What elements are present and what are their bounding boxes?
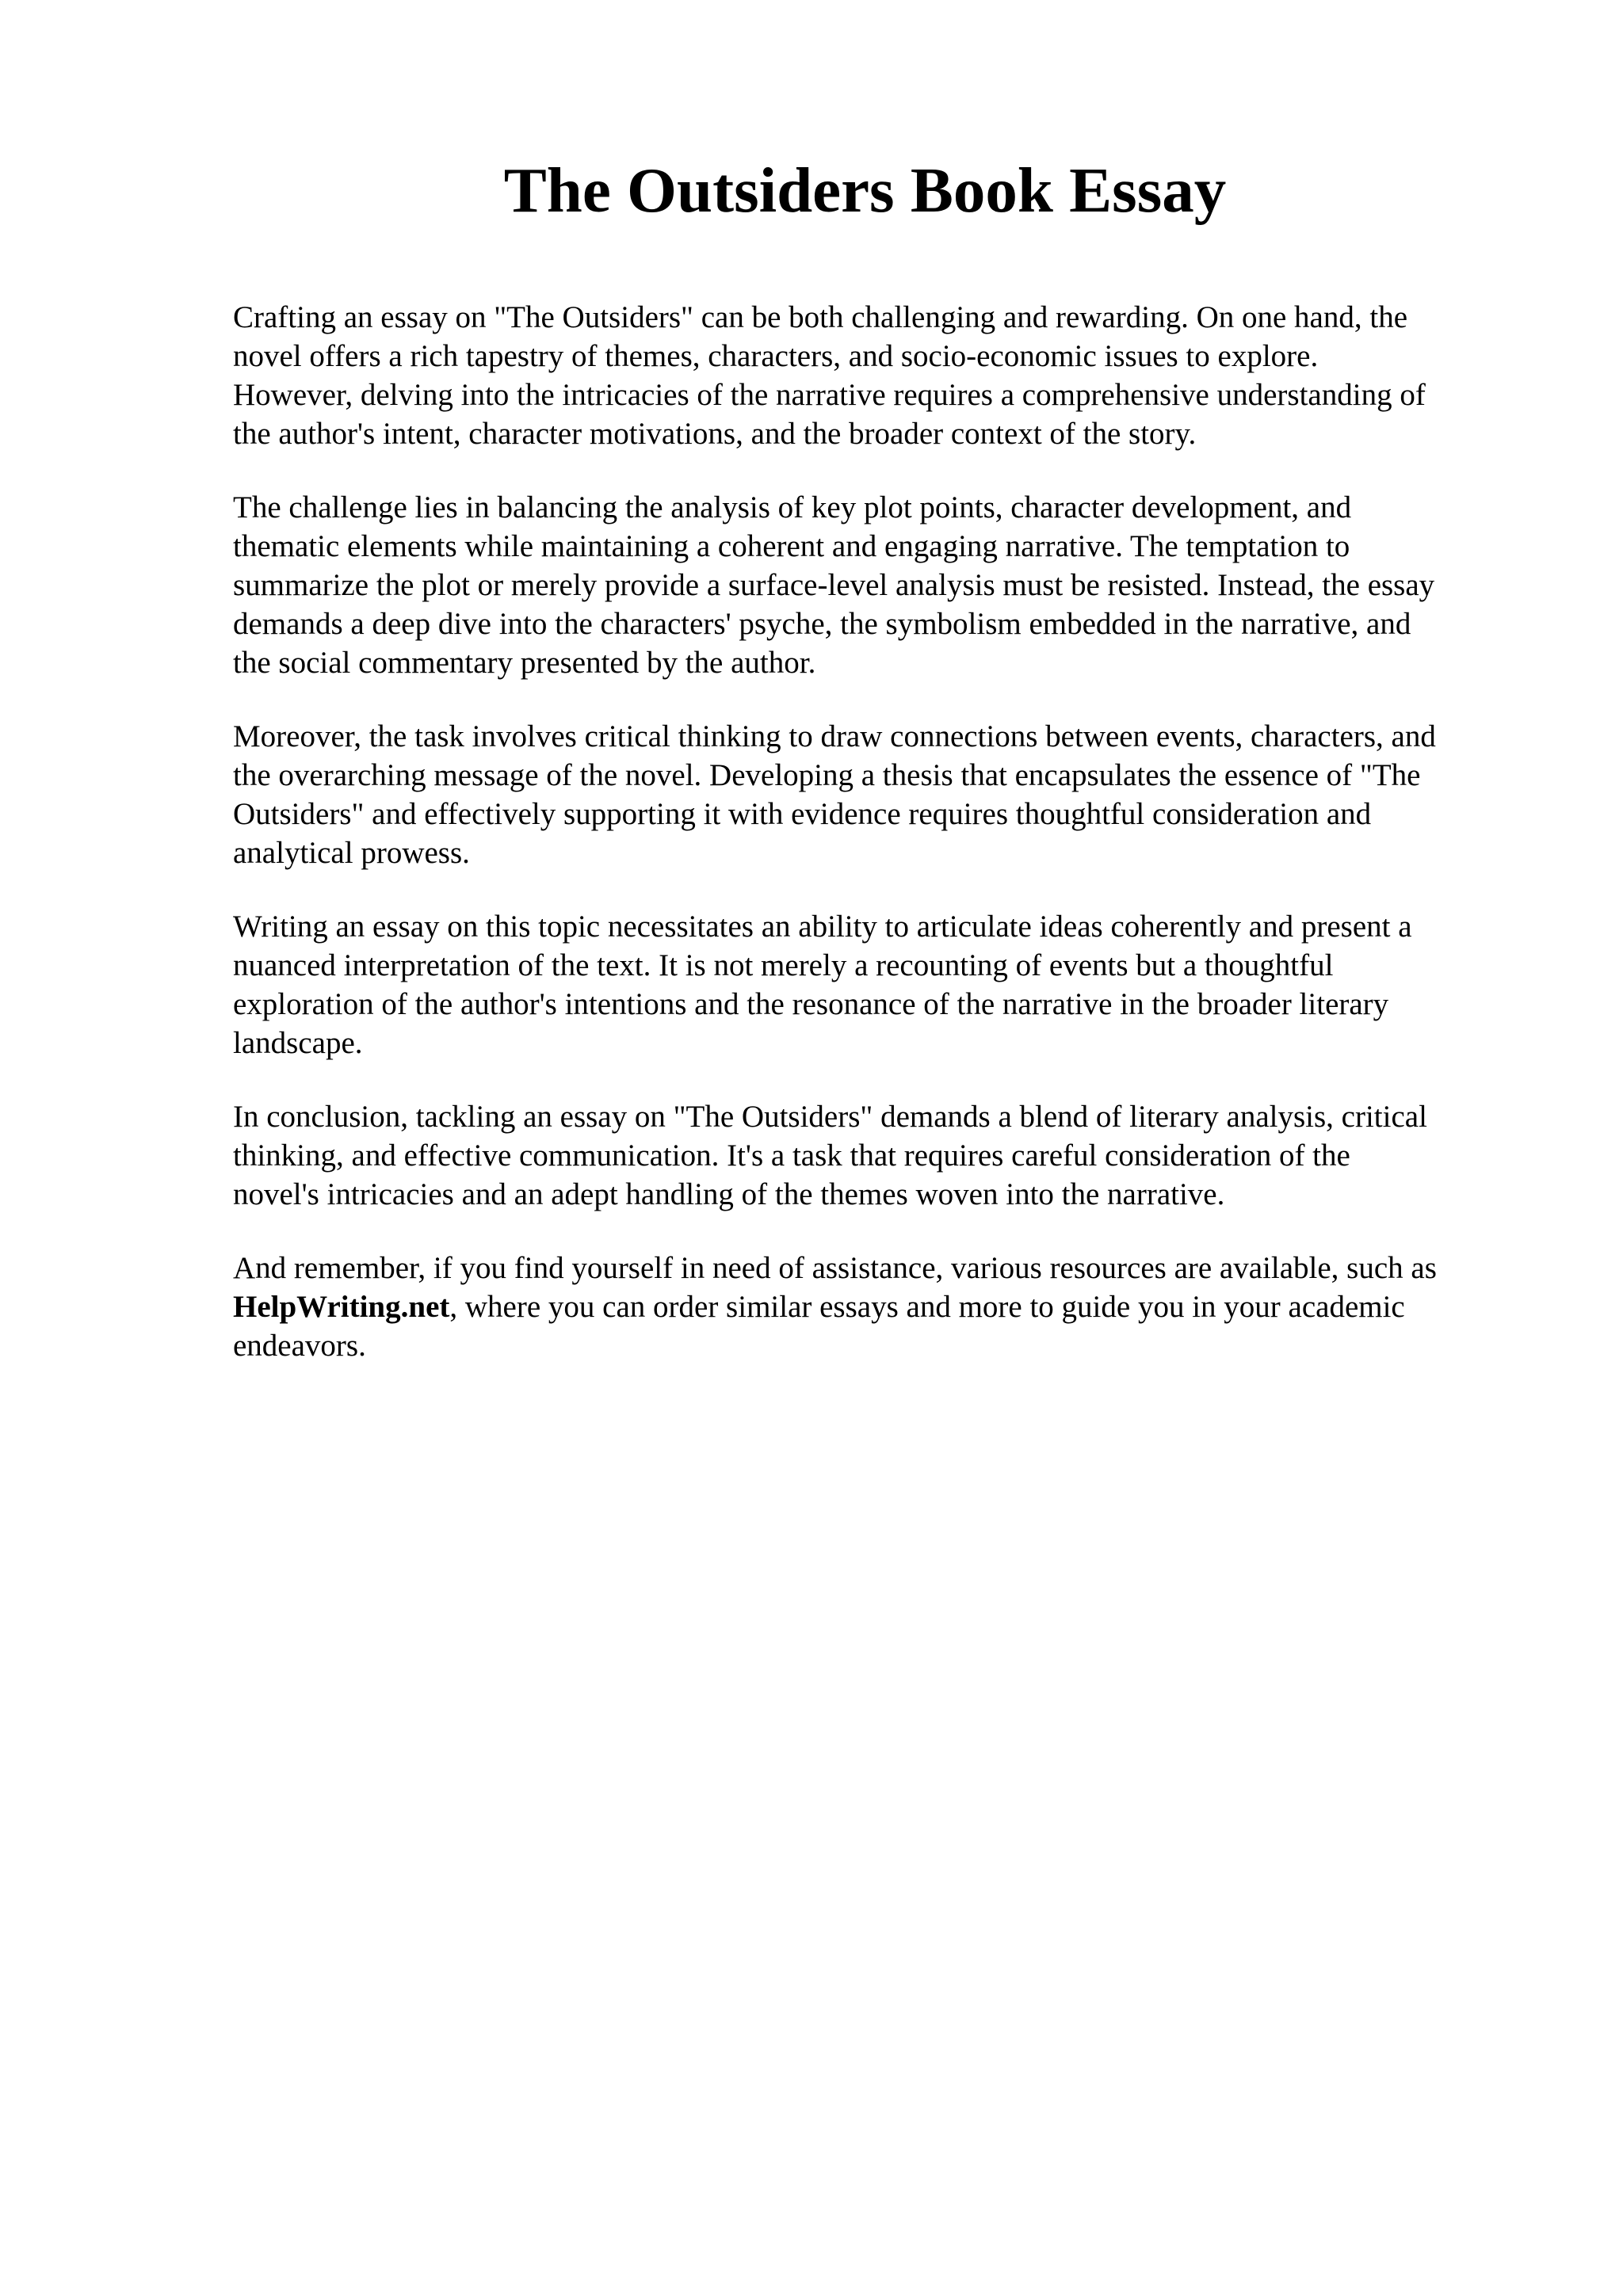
paragraph-writing (233, 907, 1533, 1062)
paragraph-line: demands a deep dive into the characters' psyche, the symbolism embedded in the narrative, and (233, 607, 1411, 641)
paragraph-line: landscape. (233, 1026, 363, 1060)
closing-text: , where you can order similar essays and more to guide you in your academic (449, 1290, 1405, 1324)
paragraph-line: analytical prowess. (233, 836, 470, 870)
paragraph-critical-thinking (233, 717, 1533, 872)
helpwriting-link[interactable]: HelpWriting.net (233, 1290, 450, 1324)
paragraph-line: the social commentary presented by the author. (233, 646, 816, 680)
paragraph-line: Writing an essay on this topic necessitates an ability to articulate ideas coherently and present a (233, 910, 1412, 944)
paragraph-line: exploration of the author's intentions and the resonance of the narrative in the broader literary (233, 987, 1389, 1021)
paragraph-line: thinking, and effective communication. It's a task that requires careful consideration of the (233, 1138, 1350, 1173)
paragraph-intro (233, 298, 1533, 453)
paragraph-line: the overarching message of the novel. Developing a thesis that encapsulates the essence of "The (233, 758, 1421, 792)
paragraph-closing (233, 1249, 1533, 1365)
paragraph-line: Moreover, the task involves critical thinking to draw connections between events, characters, and (233, 719, 1436, 753)
paragraph-line: endeavors. (233, 1329, 366, 1363)
paragraph-line: However, delving into the intricacies of the narrative requires a comprehensive understanding of (233, 378, 1426, 412)
paragraph-line: novel offers a rich tapestry of themes, characters, and socio-economic issues to explore. (233, 339, 1319, 373)
paragraph-challenge (233, 488, 1533, 682)
paragraph-line: thematic elements while maintaining a coherent and engaging narrative. The temptation to (233, 529, 1350, 563)
paragraph-line: novel's intricacies and an adept handling of the themes woven into the narrative. (233, 1177, 1225, 1211)
paragraph-line: And remember, if you find yourself in need of assistance, various resources are available, such as (233, 1251, 1437, 1285)
paragraph-line: Outsiders" and effectively supporting it with evidence requires thoughtful consideration and (233, 797, 1372, 831)
paragraph-line: the author's intent, character motivations, and the broader context of the story. (233, 417, 1197, 451)
paragraph-line: The challenge lies in balancing the analysis of key plot points, character development, and (233, 490, 1352, 524)
essay-body (233, 298, 1533, 1400)
paragraph-line (233, 1287, 1533, 1326)
paragraph-conclusion (233, 1097, 1533, 1214)
document-title: The Outsiders Book Essay (503, 154, 1227, 226)
paragraph-line: nuanced interpretation of the text. It is not merely a recounting of events but a thoughtful (233, 948, 1334, 982)
paragraph-line: In conclusion, tackling an essay on "The Outsiders" demands a blend of literary analysis, critical (233, 1100, 1427, 1134)
paragraph-line: Crafting an essay on "The Outsiders" can be both challenging and rewarding. On one hand, the (233, 300, 1407, 334)
paragraph-line: summarize the plot or merely provide a surface-level analysis must be resisted. Instead, the essay (233, 568, 1435, 602)
